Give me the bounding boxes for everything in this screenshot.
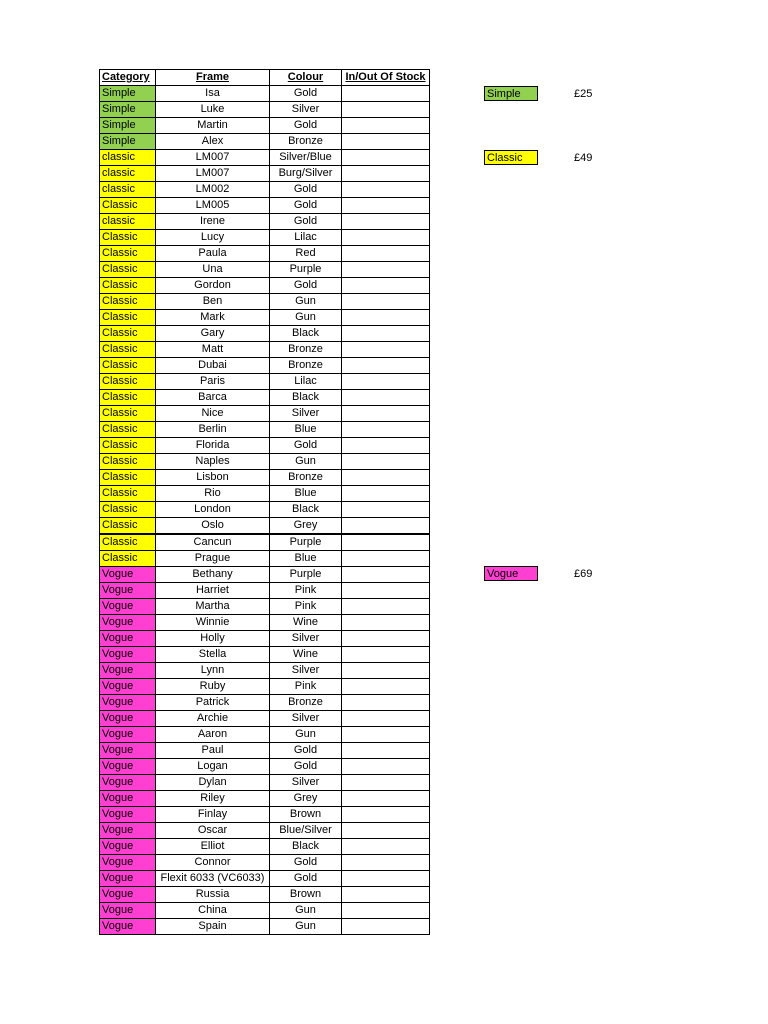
table-row [100,358,430,374]
colour-cell[interactable]: Blue [270,551,342,567]
category-cell[interactable]: classic [100,182,156,198]
stock-cell[interactable] [342,502,430,518]
colour-cell[interactable]: Gold [270,438,342,454]
stock-cell[interactable] [342,791,430,807]
colour-cell[interactable]: Silver [270,102,342,118]
category-cell[interactable]: classic [100,214,156,230]
legend-classic-price[interactable]: £49 [574,152,593,164]
frame-cell[interactable]: Lisbon [156,470,270,486]
colour-cell[interactable]: Pink [270,583,342,599]
table-row [100,214,430,230]
stock-cell[interactable] [342,278,430,294]
frame-cell[interactable]: Elliot [156,839,270,855]
frame-cell[interactable]: Logan [156,759,270,775]
stock-cell[interactable] [342,727,430,743]
table-row [100,486,430,502]
colour-cell[interactable]: Burg/Silver [270,166,342,182]
frame-cell[interactable]: Dylan [156,775,270,791]
table-row [100,631,430,647]
colour-cell[interactable]: Blue [270,486,342,502]
frame-cell[interactable]: Gary [156,326,270,342]
colour-cell[interactable]: Wine [270,615,342,631]
header-row [100,70,430,86]
colour-cell[interactable]: Grey [270,518,342,535]
colour-cell[interactable]: Gun [270,294,342,310]
colour-cell[interactable]: Blue/Silver [270,823,342,839]
colour-cell[interactable]: Red [270,246,342,262]
category-cell[interactable]: Vogue [100,711,156,727]
stock-cell[interactable] [342,454,430,470]
colour-cell[interactable]: Black [270,390,342,406]
stock-cell[interactable] [342,855,430,871]
table-row [100,775,430,791]
stock-cell[interactable] [342,166,430,182]
colour-cell[interactable]: Silver/Blue [270,150,342,166]
frame-cell[interactable]: LM007 [156,166,270,182]
stock-cell[interactable] [342,294,430,310]
spreadsheet [99,69,430,935]
colour-cell[interactable]: Brown [270,807,342,823]
stock-cell[interactable] [342,326,430,342]
category-cell[interactable]: classic [100,166,156,182]
frame-cell[interactable]: Martin [156,118,270,134]
category-cell[interactable]: Classic [100,262,156,278]
stock-cell[interactable] [342,406,430,422]
category-cell[interactable]: Vogue [100,663,156,679]
table-row [100,470,430,486]
table-row [100,919,430,935]
frame-cell[interactable]: Archie [156,711,270,727]
category-cell[interactable]: Vogue [100,855,156,871]
table-row [100,454,430,470]
category-cell[interactable]: Vogue [100,615,156,631]
category-cell[interactable]: Simple [100,86,156,102]
stock-cell[interactable] [342,903,430,919]
table-row [100,871,430,887]
frame-cell[interactable]: LM005 [156,198,270,214]
frame-cell[interactable]: China [156,903,270,919]
colour-cell[interactable]: Silver [270,663,342,679]
stock-cell[interactable] [342,711,430,727]
category-cell[interactable]: Vogue [100,631,156,647]
table-row [100,695,430,711]
colour-cell[interactable]: Brown [270,887,342,903]
stock-cell[interactable] [342,518,430,535]
category-cell[interactable]: Classic [100,230,156,246]
stock-cell[interactable] [342,695,430,711]
table-row [100,855,430,871]
table-row [100,406,430,422]
colour-cell[interactable]: Gold [270,182,342,198]
legend-vogue-price[interactable]: £69 [574,568,593,580]
colour-cell[interactable]: Silver [270,406,342,422]
colour-cell[interactable]: Pink [270,599,342,615]
category-cell[interactable]: Classic [100,342,156,358]
legend-simple-label[interactable]: Simple [484,86,538,101]
category-cell[interactable]: Classic [100,454,156,470]
frame-cell[interactable]: Winnie [156,615,270,631]
table-row [100,647,430,663]
stock-cell[interactable] [342,342,430,358]
stock-cell[interactable] [342,743,430,759]
frame-cell[interactable]: Berlin [156,422,270,438]
category-cell[interactable]: Classic [100,326,156,342]
colour-cell[interactable]: Purple [270,534,342,551]
stock-cell[interactable] [342,214,430,230]
table-row [100,262,430,278]
table-row [100,246,430,262]
category-cell[interactable]: Simple [100,134,156,150]
colour-cell[interactable]: Gold [270,198,342,214]
colour-cell[interactable]: Lilac [270,374,342,390]
stock-table [99,69,430,935]
table-row [100,390,430,406]
table-row [100,278,430,294]
table-row [100,118,430,134]
legend-vogue [484,566,593,581]
table-row [100,791,430,807]
colour-cell[interactable]: Gold [270,118,342,134]
stock-cell[interactable] [342,919,430,935]
category-cell[interactable]: Vogue [100,775,156,791]
colour-cell[interactable]: Bronze [270,134,342,150]
header-category[interactable]: Category [100,70,156,86]
colour-cell[interactable]: Gold [270,86,342,102]
colour-cell[interactable]: Gold [270,278,342,294]
colour-cell[interactable]: Wine [270,647,342,663]
category-cell[interactable]: Classic [100,374,156,390]
table-row [100,903,430,919]
table-row [100,551,430,567]
frame-cell[interactable]: Russia [156,887,270,903]
category-cell[interactable]: Classic [100,310,156,326]
colour-cell[interactable]: Blue [270,422,342,438]
stock-cell[interactable] [342,310,430,326]
frame-cell[interactable]: Naples [156,454,270,470]
table-row [100,502,430,518]
table-row [100,727,430,743]
stock-cell[interactable] [342,486,430,502]
table-row [100,663,430,679]
colour-cell[interactable]: Gold [270,759,342,775]
colour-cell[interactable]: Bronze [270,342,342,358]
frame-cell[interactable]: Harriet [156,583,270,599]
stock-cell[interactable] [342,583,430,599]
stock-cell[interactable] [342,807,430,823]
colour-cell[interactable]: Bronze [270,470,342,486]
table-row [100,310,430,326]
table-row [100,615,430,631]
colour-cell[interactable]: Gold [270,743,342,759]
table-row [100,230,430,246]
stock-cell[interactable] [342,631,430,647]
stock-cell[interactable] [342,438,430,454]
frame-cell[interactable]: Finlay [156,807,270,823]
table-body [100,86,430,935]
category-cell[interactable]: Vogue [100,583,156,599]
stock-cell[interactable] [342,679,430,695]
frame-cell[interactable]: Aaron [156,727,270,743]
frame-cell[interactable]: Rio [156,486,270,502]
category-cell[interactable]: Classic [100,470,156,486]
table-row [100,567,430,583]
table-row [100,326,430,342]
frame-cell[interactable]: Paul [156,743,270,759]
stock-cell[interactable] [342,102,430,118]
table-row [100,150,430,166]
colour-cell[interactable]: Bronze [270,358,342,374]
table-row [100,759,430,775]
frame-cell[interactable]: Stella [156,647,270,663]
colour-cell[interactable]: Gold [270,855,342,871]
frame-cell[interactable]: Ruby [156,679,270,695]
stock-cell[interactable] [342,775,430,791]
stock-cell[interactable] [342,198,430,214]
stock-cell[interactable] [342,871,430,887]
frame-cell[interactable]: Gordon [156,278,270,294]
table-row [100,374,430,390]
stock-cell[interactable] [342,422,430,438]
frame-cell[interactable]: Florida [156,438,270,454]
stock-cell[interactable] [342,823,430,839]
frame-cell[interactable]: Isa [156,86,270,102]
frame-cell[interactable]: Alex [156,134,270,150]
category-cell[interactable]: Classic [100,534,156,551]
frame-cell[interactable]: Lucy [156,230,270,246]
frame-cell[interactable]: LM002 [156,182,270,198]
table-row [100,198,430,214]
frame-cell[interactable]: Una [156,262,270,278]
category-cell[interactable]: Vogue [100,599,156,615]
category-cell[interactable]: Vogue [100,567,156,583]
frame-cell[interactable]: Irene [156,214,270,230]
category-cell[interactable]: classic [100,150,156,166]
colour-cell[interactable]: Gun [270,454,342,470]
stock-cell[interactable] [342,86,430,102]
colour-cell[interactable]: Gold [270,214,342,230]
category-cell[interactable]: Vogue [100,887,156,903]
colour-cell[interactable]: Silver [270,631,342,647]
table-row [100,422,430,438]
colour-cell[interactable]: Gold [270,871,342,887]
frame-cell[interactable]: Spain [156,919,270,935]
header-colour[interactable]: Colour [270,70,342,86]
stock-cell[interactable] [342,759,430,775]
table-row [100,134,430,150]
frame-cell[interactable]: Martha [156,599,270,615]
header-frame[interactable]: Frame [156,70,270,86]
colour-cell[interactable]: Gun [270,919,342,935]
category-cell[interactable]: Classic [100,390,156,406]
frame-cell[interactable]: Prague [156,551,270,567]
stock-cell[interactable] [342,246,430,262]
category-cell[interactable]: Vogue [100,839,156,855]
colour-cell[interactable]: Gun [270,310,342,326]
colour-cell[interactable]: Pink [270,679,342,695]
table-row [100,711,430,727]
legend-classic-label[interactable]: Classic [484,150,538,165]
category-cell[interactable]: Classic [100,278,156,294]
stock-cell[interactable] [342,887,430,903]
category-cell[interactable]: Vogue [100,743,156,759]
colour-cell[interactable]: Black [270,326,342,342]
frame-cell[interactable]: Holly [156,631,270,647]
frame-cell[interactable]: Matt [156,342,270,358]
category-cell[interactable]: Vogue [100,647,156,663]
table-row [100,887,430,903]
table-row [100,342,430,358]
table-row [100,102,430,118]
stock-cell[interactable] [342,839,430,855]
category-cell[interactable]: Vogue [100,759,156,775]
stock-cell[interactable] [342,390,430,406]
table-row [100,166,430,182]
table-row [100,839,430,855]
legend-classic [484,150,593,165]
frame-cell[interactable]: Riley [156,791,270,807]
category-cell[interactable]: Classic [100,422,156,438]
category-cell[interactable]: Vogue [100,919,156,935]
category-cell[interactable]: Simple [100,102,156,118]
legend-simple [484,86,593,101]
stock-cell[interactable] [342,567,430,583]
frame-cell[interactable]: Flexit 6033 (VC6033) [156,871,270,887]
frame-cell[interactable]: LM007 [156,150,270,166]
colour-cell[interactable]: Purple [270,262,342,278]
table-row [100,438,430,454]
colour-cell[interactable]: Gun [270,903,342,919]
category-cell[interactable]: Simple [100,118,156,134]
header-stock[interactable]: In/Out Of Stock [342,70,430,86]
colour-cell[interactable]: Black [270,502,342,518]
stock-cell[interactable] [342,262,430,278]
table-row [100,599,430,615]
category-cell[interactable]: Classic [100,438,156,454]
stock-cell[interactable] [342,615,430,631]
category-cell[interactable]: Classic [100,294,156,310]
table-row [100,823,430,839]
legend-vogue-label[interactable]: Vogue [484,566,538,581]
table-row [100,743,430,759]
stock-cell[interactable] [342,358,430,374]
category-cell[interactable]: Vogue [100,807,156,823]
frame-cell[interactable]: Nice [156,406,270,422]
category-cell[interactable]: Classic [100,502,156,518]
frame-cell[interactable]: Connor [156,855,270,871]
category-cell[interactable]: Classic [100,406,156,422]
category-cell[interactable]: Vogue [100,727,156,743]
category-cell[interactable]: Classic [100,551,156,567]
category-cell[interactable]: Vogue [100,823,156,839]
frame-cell[interactable]: Bethany [156,567,270,583]
stock-cell[interactable] [342,374,430,390]
table-row [100,679,430,695]
category-cell[interactable]: Vogue [100,679,156,695]
stock-cell[interactable] [342,150,430,166]
table-row [100,534,430,551]
stock-cell[interactable] [342,182,430,198]
category-cell[interactable]: Vogue [100,871,156,887]
stock-cell[interactable] [342,118,430,134]
category-cell[interactable]: Classic [100,246,156,262]
colour-cell[interactable]: Gun [270,727,342,743]
table-row [100,86,430,102]
category-cell[interactable]: Vogue [100,903,156,919]
stock-cell[interactable] [342,663,430,679]
stock-cell[interactable] [342,134,430,150]
frame-cell[interactable]: Dubai [156,358,270,374]
colour-cell[interactable]: Grey [270,791,342,807]
table-row [100,518,430,535]
stock-cell[interactable] [342,599,430,615]
frame-cell[interactable]: Oscar [156,823,270,839]
stock-cell[interactable] [342,230,430,246]
colour-cell[interactable]: Silver [270,775,342,791]
category-cell[interactable]: Classic [100,486,156,502]
stock-cell[interactable] [342,647,430,663]
frame-cell[interactable]: Oslo [156,518,270,535]
stock-cell[interactable] [342,470,430,486]
table-row [100,182,430,198]
stock-cell[interactable] [342,534,430,551]
frame-cell[interactable]: Paula [156,246,270,262]
table-row [100,807,430,823]
colour-cell[interactable]: Lilac [270,230,342,246]
colour-cell[interactable]: Black [270,839,342,855]
category-cell[interactable]: Vogue [100,695,156,711]
colour-cell[interactable]: Purple [270,567,342,583]
frame-cell[interactable]: Patrick [156,695,270,711]
frame-cell[interactable]: London [156,502,270,518]
legend-simple-price[interactable]: £25 [574,88,593,100]
frame-cell[interactable]: Mark [156,310,270,326]
category-cell[interactable]: Classic [100,518,156,535]
frame-cell[interactable]: Barca [156,390,270,406]
category-cell[interactable]: Classic [100,358,156,374]
frame-cell[interactable]: Ben [156,294,270,310]
colour-cell[interactable]: Bronze [270,695,342,711]
stock-cell[interactable] [342,551,430,567]
category-cell[interactable]: Classic [100,198,156,214]
frame-cell[interactable]: Luke [156,102,270,118]
category-cell[interactable]: Vogue [100,791,156,807]
table-row [100,583,430,599]
table-row [100,294,430,310]
frame-cell[interactable]: Cancun [156,534,270,551]
colour-cell[interactable]: Silver [270,711,342,727]
frame-cell[interactable]: Paris [156,374,270,390]
frame-cell[interactable]: Lynn [156,663,270,679]
